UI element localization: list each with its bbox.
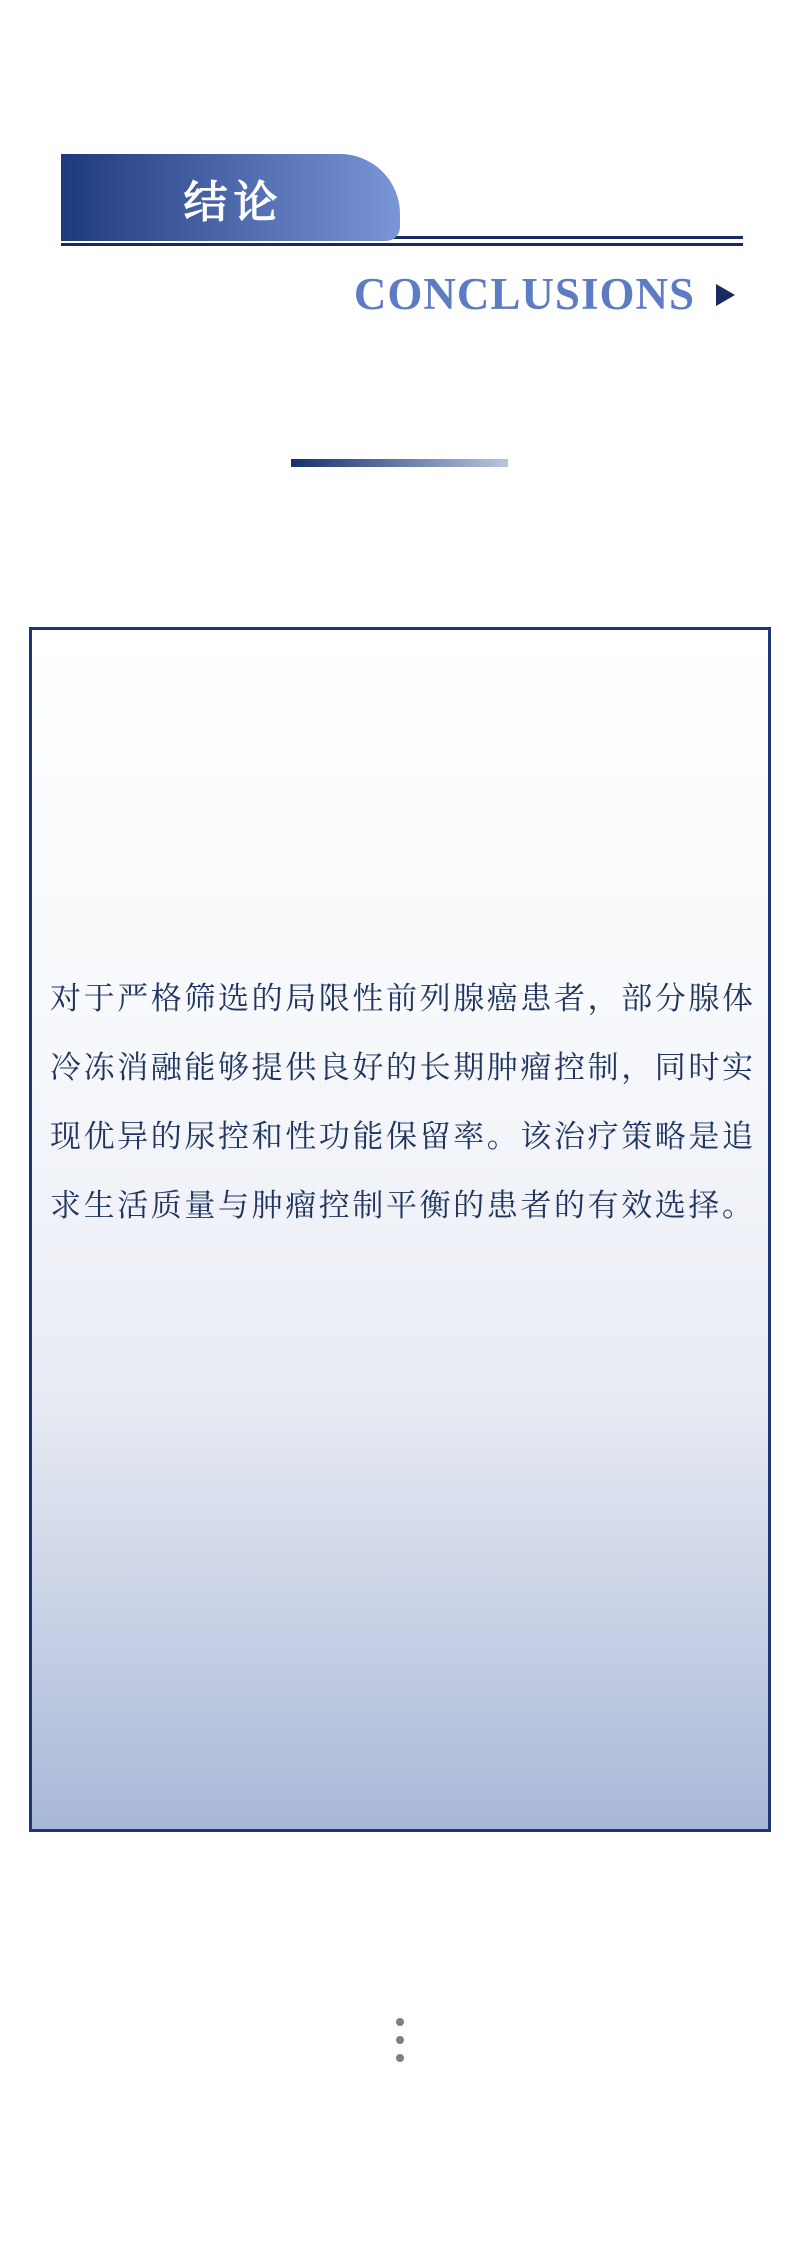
section-banner [61,154,400,241]
section-title-cn: 结论 [183,177,284,227]
more-dots-icon[interactable] [396,2018,404,2062]
conclusion-text [50,964,756,1240]
gradient-divider [291,459,508,467]
header-rule-bottom [61,243,743,246]
section-subtitle-row [353,269,735,319]
conclusion-line: 求生活质量与肿瘤控制平衡的患者的有效选择。 [50,1188,756,1223]
play-arrow-icon [716,284,735,306]
conclusion-line: 对于严格筛选的局限性前列腺癌患者，部分腺体 [50,981,756,1016]
section-title-en: CONCLUSIONS [353,269,695,319]
dot [396,2054,404,2062]
dot [396,2036,404,2044]
conclusion-line: 现优异的尿控和性功能保留率。该治疗策略是追 [50,1119,756,1154]
conclusion-card [29,627,771,1832]
conclusion-line: 冷冻消融能够提供良好的长期肿瘤控制，同时实 [50,1050,756,1085]
dot [396,2018,404,2026]
